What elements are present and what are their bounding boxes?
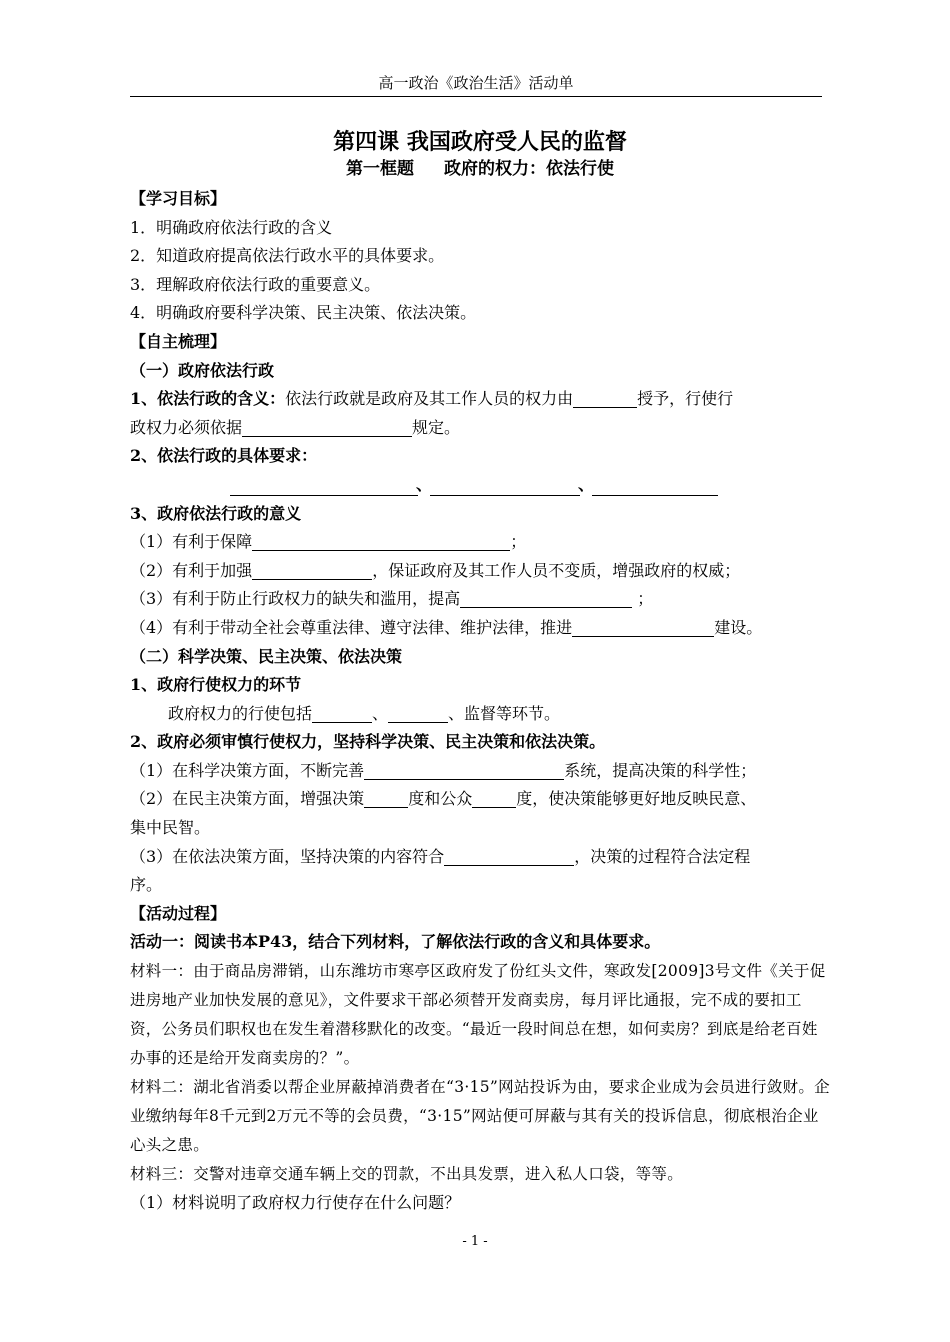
decision-point: （3）在依法决策方面，坚持决策的内容符合 ，决策的过程符合法定程	[130, 846, 751, 866]
fill-blank[interactable]	[312, 704, 372, 723]
fill-blank[interactable]	[460, 589, 632, 608]
goal-item: 3．理解政府依法行政的重要意义。	[130, 274, 381, 294]
fill-blank[interactable]	[388, 704, 448, 723]
subtitle-part1: 第一框题	[346, 159, 414, 179]
fill-blank[interactable]	[364, 789, 408, 808]
activity-heading: 【活动过程】	[130, 903, 227, 923]
decision-point-cont: 集中民智。	[130, 818, 211, 838]
significance-point: （2）有利于加强 ，保证政府及其工作人员不变质，增强政府的权威；	[130, 560, 741, 580]
material-paragraph: 材料二：湖北省消委以帮企业屏蔽掉消费者在“3·15”网站投诉为由，要求企业成为会员进行敛财。企业缴纳每年8千元到2万元不等的会员费，“3·15”网站便可屏蔽与其有关的投诉信息，彻底根治企业心头之患。	[130, 1078, 830, 1155]
significance-point: （4）有利于带动全社会尊重法律、遵守法律、维护法律，推进 建设。	[130, 617, 763, 637]
fill-blank[interactable]	[572, 618, 714, 637]
fill-blank[interactable]	[242, 418, 412, 437]
definition-item-cont: 政权力必须依据 规定。	[130, 417, 461, 437]
goal-item: 1．明确政府依法行政的含义	[130, 217, 333, 237]
definition-item: 1、依法行政的含义：依法行政就是政府及其工作人员的权力由 授予，行使行	[130, 389, 734, 409]
material-paragraph: 材料三：交警对违章交通车辆上交的罚款，不出具发票，进入私人口袋，等等。	[130, 1165, 684, 1184]
lesson-title: 第四课 我国政府受人民的监督	[333, 129, 627, 155]
material-paragraph: 材料一：由于商品房滞销，山东潍坊市寒亭区政府发了份红头文件，寒政发[2009]3号文件《关于促进房地产业加快发展的意见》，文件要求干部必须替开发商卖房，每月评比通报，完不成的要扣工资，公务员们职权也在发生着潜移默化的改变。“最近一段时间总在想，如何卖房？到底是给老百姓办事的还是给开发商卖房的？”。	[130, 962, 826, 1068]
review-heading: 【自主梳理】	[130, 331, 227, 351]
subtitle-part2: 政府的权力：依法行使	[444, 159, 614, 179]
question: （1）材料说明了政府权力行使存在什么问题？	[130, 1193, 461, 1213]
fill-blank[interactable]	[444, 847, 574, 866]
decision-item-text: 政府权力的行使包括 、 、监督等环节。	[168, 703, 561, 723]
section-heading: （二）科学决策、民主决策、依法决策	[130, 646, 403, 666]
activity-instruction: 活动一：阅读书本P43，结合下列材料，了解依法行政的含义和具体要求。	[130, 932, 661, 952]
fill-blank[interactable]	[364, 761, 564, 780]
decision-point-cont: 序。	[130, 875, 163, 895]
significance-point: （1）有利于保障 ；	[130, 532, 527, 552]
section-heading: （一）政府依法行政	[130, 360, 275, 380]
requirements-blanks: 、 、	[130, 471, 830, 500]
goals-heading: 【学习目标】	[130, 189, 227, 208]
decision-point: （1）在科学决策方面，不断完善 系统，提高决策的科学性；	[130, 760, 757, 780]
decision-point: （2）在民主决策方面，增强决策 度和公众 度，使决策能够更好地反映民意、	[130, 789, 757, 809]
decision-item: 2、政府必须审慎行使权力，坚持科学决策、民主决策和依法决策。	[130, 732, 606, 752]
fill-blank[interactable]	[230, 477, 418, 496]
item-label: 1、依法行政的含义：	[130, 389, 286, 409]
fill-blank[interactable]	[472, 789, 516, 808]
decision-item: 1、政府行使权力的环节	[130, 675, 302, 695]
fill-blank[interactable]	[592, 477, 718, 496]
goal-item: 2．知道政府提高依法行政水平的具体要求。	[130, 246, 445, 266]
fill-blank[interactable]	[430, 477, 580, 496]
page-content	[130, 127, 830, 1218]
header-divider	[130, 96, 822, 97]
goal-item: 4．明确政府要科学决策、民主决策、依法决策。	[130, 303, 477, 323]
significance-point: （3）有利于防止行政权力的缺失和滥用，提高 ；	[130, 589, 654, 609]
running-header: 高一政治《政治生活》活动单	[378, 74, 574, 92]
fill-blank[interactable]	[573, 389, 637, 408]
fill-blank[interactable]	[252, 532, 510, 551]
requirements-item: 2、依法行政的具体要求：	[130, 446, 318, 466]
significance-item: 3、政府依法行政的意义	[130, 503, 302, 523]
lesson-subtitle	[130, 157, 830, 181]
page-number: - 1 -	[462, 1234, 488, 1249]
fill-blank[interactable]	[252, 561, 372, 580]
